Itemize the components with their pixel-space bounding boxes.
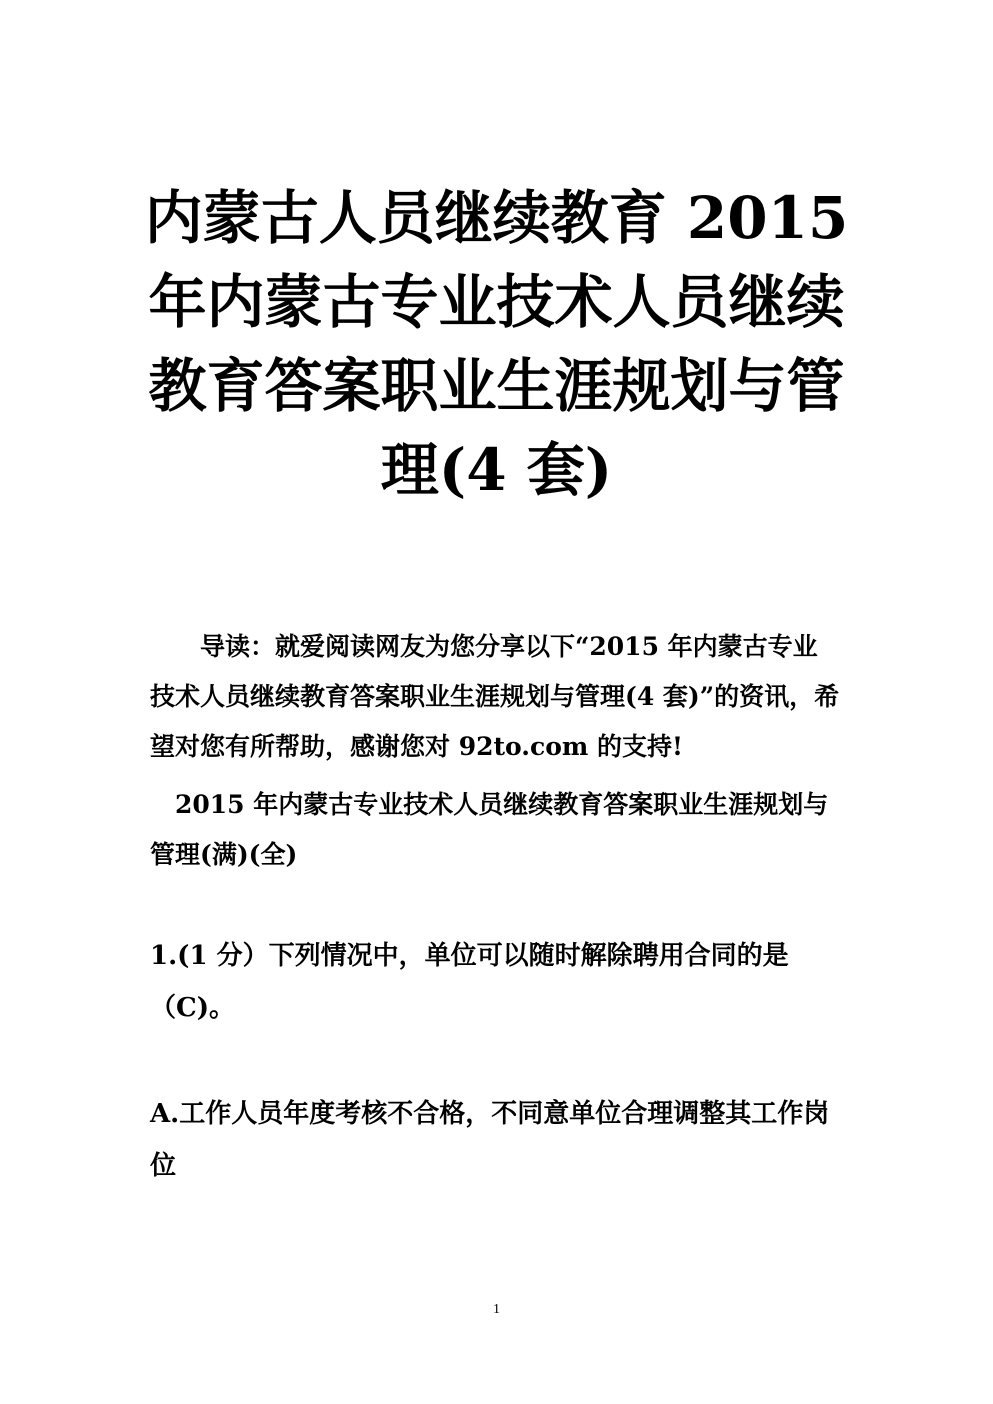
question-1: 1.(1 分）下列情况中，单位可以随时解除聘用合同的是（C)。 xyxy=(150,941,789,1023)
document-title: 内蒙古人员继续教育 2015 年内蒙古专业技术人员继续教育答案职业生涯规划与管理(4 套) xyxy=(144,184,849,504)
section-subheading: 2015 年内蒙古专业技术人员继续教育答案职业生涯规划与管理(满)(全) xyxy=(150,790,829,869)
option-a: A.工作人员年度考核不合格，不同意单位合理调整其工作岗位 xyxy=(150,1099,830,1181)
intro-paragraph: 导读：就爱阅读网友为您分享以下“2015 年内蒙古专业技术人员继续教育答案职业生涯规划与管理(4 套)”的资讯，希望对您有所帮助，感谢您对 92to.com 的支持! xyxy=(150,632,840,761)
page-number: 1 xyxy=(493,1302,500,1317)
